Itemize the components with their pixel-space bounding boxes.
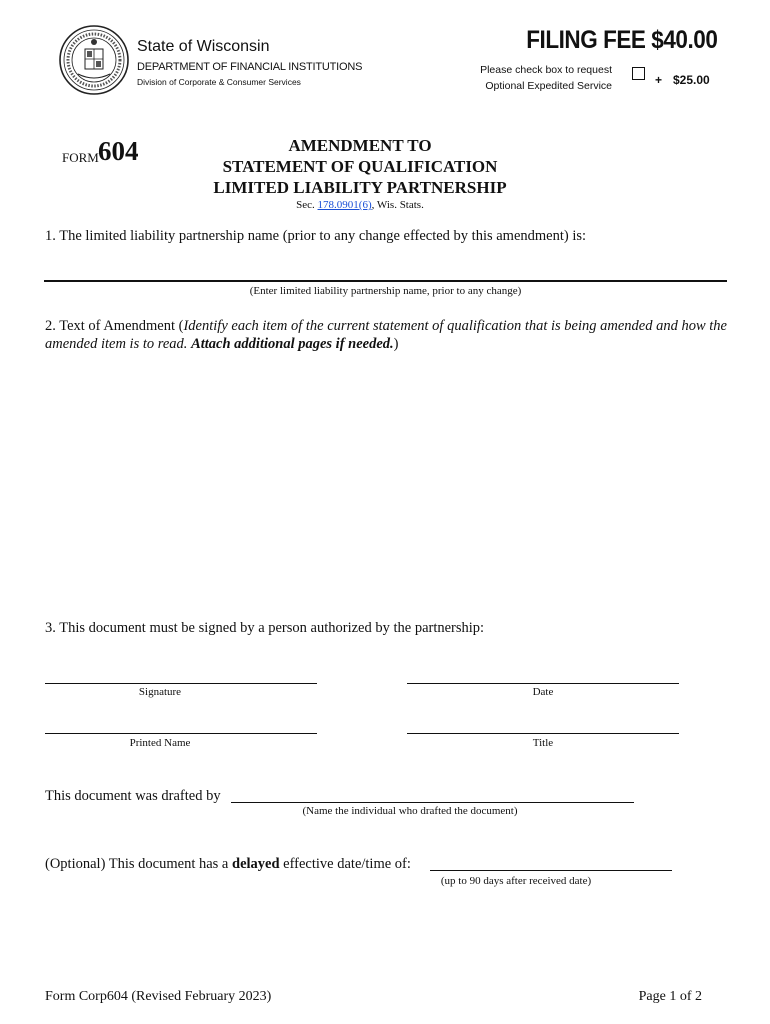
delayed-pre: (Optional) This document has a [45, 856, 232, 872]
footer-page-number: Page 1 of 2 [638, 989, 702, 1004]
statute-prefix: Sec. [296, 199, 318, 211]
delayed-bold: delayed [232, 856, 280, 872]
signature-label: Signature [138, 686, 182, 698]
section2-lead: 2. Text of Amendment ( [45, 318, 184, 334]
partnership-name-line [44, 280, 727, 282]
footer-form-revision: Form Corp604 (Revised February 2023) [45, 989, 272, 1004]
delayed-effective-label [45, 856, 411, 873]
delayed-effective-hint: (up to 90 days after received date) [440, 875, 592, 887]
expedite-checkbox[interactable] [632, 67, 645, 80]
section2-italic: Identify each item of the current statement of qualification that is being amended and how the amended item is to read. [45, 318, 727, 352]
delayed-effective-line [430, 870, 672, 871]
statute-suffix: , Wis. Stats. [371, 199, 424, 211]
delayed-post: effective date/time of: [279, 856, 411, 872]
signature-line [45, 683, 317, 684]
date-line [407, 683, 679, 684]
division-name: Division of Corporate & Consumer Services [137, 77, 301, 87]
title-input[interactable] [408, 714, 682, 734]
filing-fee: FILING FEE $40.00 [525, 26, 717, 54]
amendment-text-area[interactable] [44, 360, 731, 604]
form-title-line2: STATEMENT OF QUALIFICATION [222, 157, 498, 176]
partnership-name-hint: (Enter limited liability partnership name, prior to any change) [249, 285, 522, 297]
form-word: FORM [62, 150, 99, 165]
date-input[interactable] [408, 664, 682, 684]
form-number: 604 [98, 136, 139, 166]
expedite-plus: + [655, 73, 663, 87]
drafted-by-line [231, 802, 634, 803]
drafted-by-hint: (Name the individual who drafted the document) [302, 805, 518, 817]
department-name: DEPARTMENT OF FINANCIAL INSTITUTIONS [137, 61, 363, 73]
partnership-name-input[interactable] [46, 260, 730, 280]
printed-name-label: Printed Name [129, 737, 191, 749]
section3-instructions: 3. This document must be signed by a person authorized by the partnership: [45, 620, 485, 636]
state-name: State of Wisconsin [137, 38, 270, 55]
expedite-fee: $25.00 [673, 73, 710, 87]
expedite-instruction-line2: Optional Expedited Service [485, 80, 612, 92]
section2-bold-italic: Attach additional pages if needed. [191, 336, 394, 352]
form-title-line1: AMENDMENT TO [288, 136, 432, 155]
signature-input[interactable] [46, 664, 320, 684]
statute-reference [130, 199, 590, 211]
date-label: Date [532, 686, 554, 698]
section2-tail: ) [393, 336, 399, 352]
statute-link[interactable]: 178.0901(6) [317, 199, 372, 211]
section2-instructions [45, 317, 735, 353]
drafted-by-label: This document was drafted by [45, 788, 221, 804]
drafted-by-input[interactable] [233, 783, 637, 803]
printed-name-input[interactable] [46, 714, 320, 734]
state-seal-logo [58, 24, 130, 96]
title-line [407, 733, 679, 734]
title-label: Title [532, 737, 554, 749]
printed-name-line [45, 733, 317, 734]
expedite-instruction-line1: Please check box to request [480, 64, 612, 76]
form-title-line3: LIMITED LIABILITY PARTNERSHIP [213, 178, 507, 197]
delayed-effective-date-input[interactable] [432, 851, 676, 871]
section1-question: 1. The limited liability partnership name (prior to any change effected by this amendment) is: [45, 228, 587, 244]
